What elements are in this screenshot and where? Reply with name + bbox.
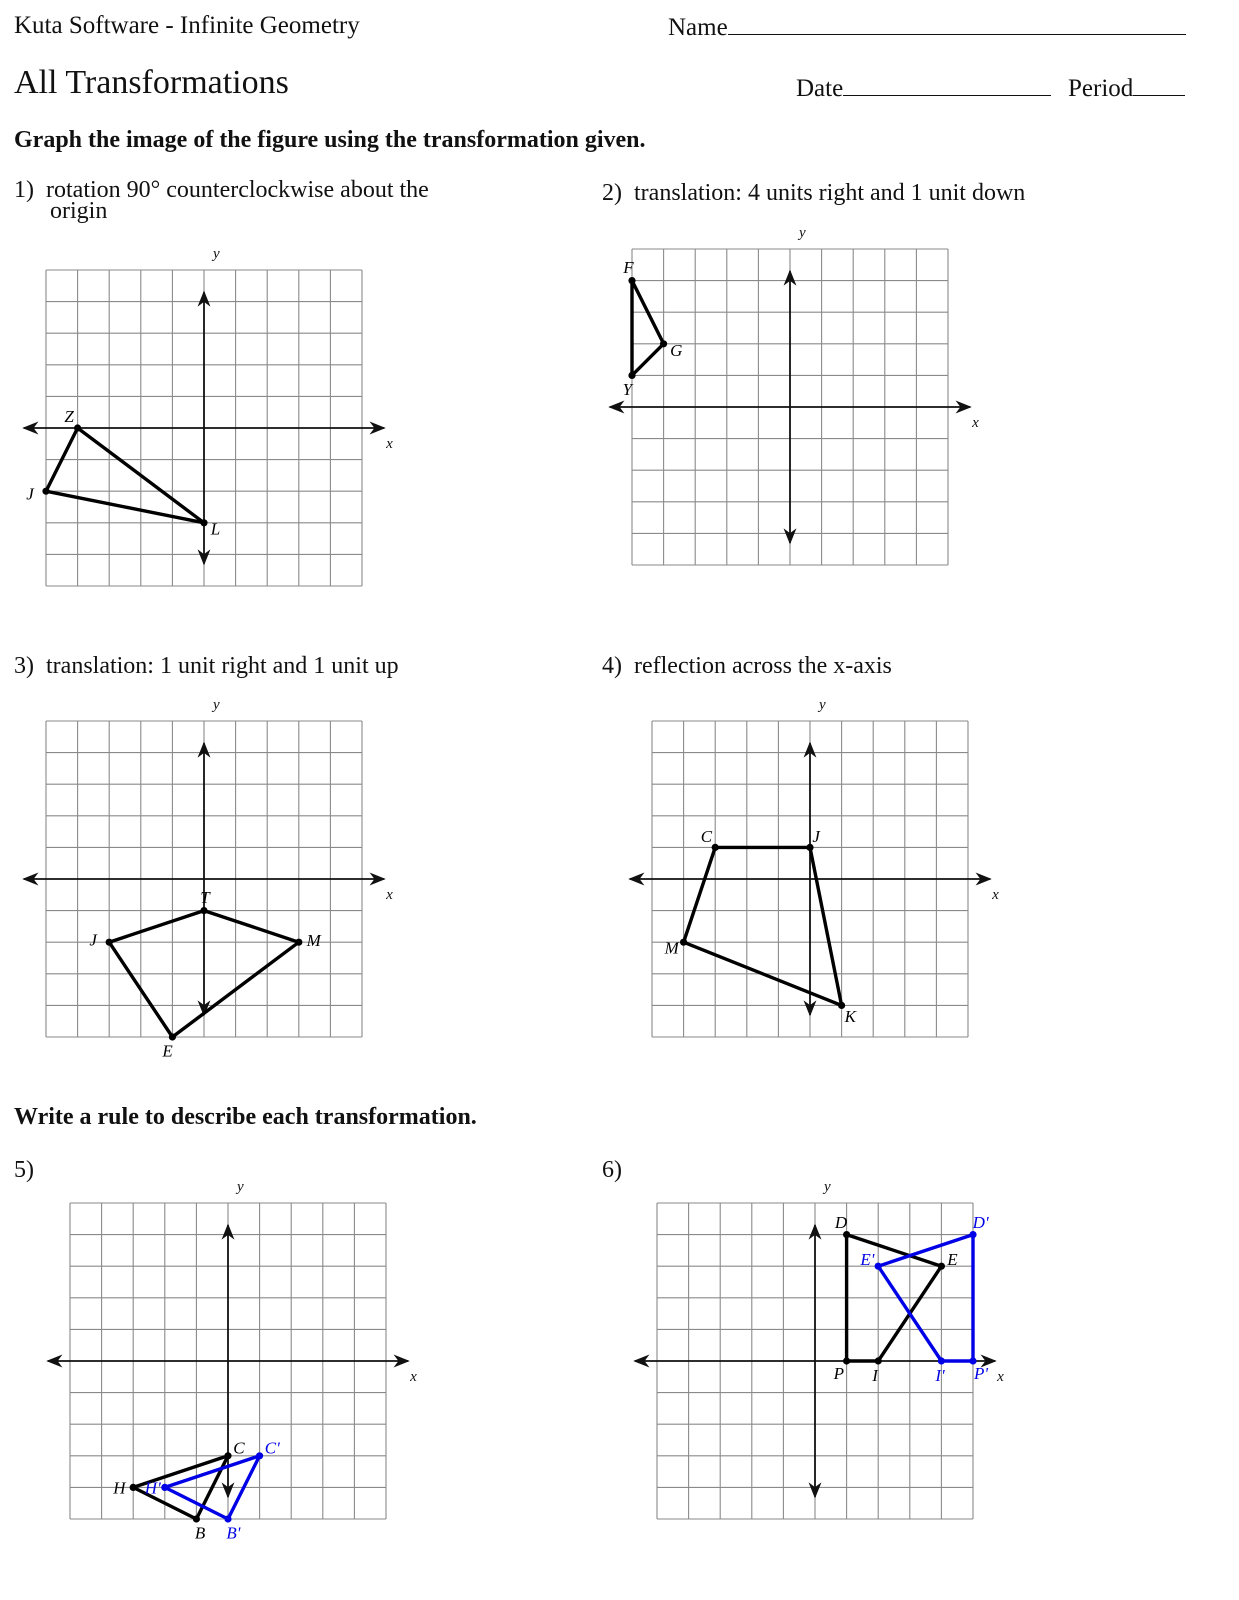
problem-2-graph[interactable] <box>572 189 1008 625</box>
vertex-point <box>628 277 635 284</box>
vertex-label: F <box>623 257 634 277</box>
vertex-point <box>200 519 207 526</box>
vertex-label: C <box>700 827 713 847</box>
problem-1-graph[interactable] <box>0 210 422 646</box>
vertex-point <box>295 939 302 946</box>
vertex-point <box>938 1263 945 1270</box>
problem-2-text: translation: 4 units right and 1 unit down <box>634 180 1026 206</box>
problem-4-graph[interactable] <box>592 661 1028 1097</box>
vertex-point <box>256 1452 263 1459</box>
vertex-point <box>106 939 113 946</box>
vertex-label: K <box>844 1007 856 1027</box>
vertex-point <box>628 372 635 379</box>
problem-5-graph[interactable] <box>10 1143 446 1579</box>
vertex-point <box>938 1357 945 1364</box>
problem-3-number: 3) <box>14 653 34 679</box>
name-field[interactable] <box>668 12 1186 42</box>
name-blank[interactable] <box>728 12 1186 35</box>
problem-4-text: reflection across the x-axis <box>634 653 892 679</box>
vertex-point <box>843 1357 850 1364</box>
date-blank[interactable] <box>843 73 1051 96</box>
vertex-point <box>42 488 49 495</box>
vertex-label: E' <box>860 1249 875 1269</box>
name-label: Name <box>668 14 728 41</box>
vertex-point <box>843 1231 850 1238</box>
vertex-point <box>875 1357 882 1364</box>
vertex-point <box>193 1515 200 1522</box>
vertex-label: B <box>194 1523 206 1543</box>
figure-original <box>622 258 682 399</box>
vertex-label: P <box>833 1364 845 1384</box>
vertex-label: J <box>89 930 97 950</box>
problem-3-graph[interactable] <box>0 661 422 1097</box>
vertex-label: J <box>812 827 820 847</box>
y-axis-label: y <box>819 696 826 713</box>
figure-outline <box>46 428 204 523</box>
vertex-label: E <box>947 1249 958 1269</box>
x-axis-label: x <box>992 887 999 903</box>
vertex-label: C' <box>264 1438 280 1458</box>
vertex-label: M <box>664 938 679 958</box>
vertex-label: Y <box>622 379 633 399</box>
vertex-point <box>161 1484 168 1491</box>
vertex-label: M <box>306 931 321 951</box>
figure-outline <box>632 281 664 376</box>
problem-4-number: 4) <box>602 653 622 679</box>
vertex-label: E <box>162 1041 173 1061</box>
vertex-label: D' <box>972 1212 989 1232</box>
vertex-point <box>224 1452 231 1459</box>
vertex-point <box>224 1515 231 1522</box>
problem-5-number: 5) <box>14 1157 34 1183</box>
problem-1-number: 1) <box>14 177 34 203</box>
graph-instruction: Graph the image of the figure using the transformation given. <box>14 127 646 153</box>
vertex-point <box>712 844 719 851</box>
date-label: Date <box>796 75 844 102</box>
figure-outline <box>684 847 842 1005</box>
problem-6-graph[interactable] <box>597 1143 1033 1579</box>
vertex-label: L <box>210 519 221 539</box>
y-axis-label: y <box>799 224 806 241</box>
vertex-point <box>875 1263 882 1270</box>
x-axis-label: x <box>972 415 979 431</box>
vertex-point <box>680 939 687 946</box>
vertex-label: C <box>233 1438 245 1458</box>
vertex-label: G <box>670 341 683 361</box>
figure-original <box>664 827 858 1026</box>
vertex-label: H' <box>144 1478 161 1498</box>
problem-6-number: 6) <box>602 1157 622 1183</box>
date-field[interactable] <box>796 73 1051 103</box>
y-axis-label: y <box>213 696 220 713</box>
problem-1-text: rotation 90° counterclockwise about the <box>46 177 429 203</box>
vertex-point <box>130 1484 137 1491</box>
y-axis-label: y <box>237 1178 244 1195</box>
x-axis-label: x <box>410 1369 417 1385</box>
rule-instruction: Write a rule to describe each transformation. <box>14 1104 477 1130</box>
vertex-label: J <box>26 484 34 504</box>
problem-3-text: translation: 1 unit right and 1 unit up <box>46 653 399 679</box>
worksheet-title: All Transformations <box>14 64 289 101</box>
x-axis-label: x <box>386 436 393 452</box>
x-axis-label: x <box>386 887 393 903</box>
period-blank[interactable] <box>1133 73 1185 96</box>
vertex-label: D <box>834 1212 848 1232</box>
period-label: Period <box>1068 75 1134 102</box>
software-title: Kuta Software - Infinite Geometry <box>14 12 360 39</box>
figure-original <box>112 1438 245 1542</box>
problem-1-text-cont: origin <box>50 198 108 224</box>
vertex-label: T <box>200 887 210 907</box>
period-field[interactable] <box>1068 73 1185 103</box>
vertex-label: P' <box>973 1364 988 1384</box>
vertex-point <box>74 424 81 431</box>
vertex-point <box>200 907 207 914</box>
problem-2-number: 2) <box>602 180 622 206</box>
vertex-point <box>969 1231 976 1238</box>
vertex-label: Z <box>64 406 74 426</box>
figure-original <box>26 407 220 538</box>
y-axis-label: y <box>824 1178 831 1195</box>
vertex-label: B' <box>226 1523 241 1543</box>
vertex-point <box>169 1033 176 1040</box>
vertex-label: I <box>872 1366 878 1385</box>
y-axis-label: y <box>213 245 220 262</box>
x-axis-label: x <box>997 1369 1004 1385</box>
vertex-label: I' <box>935 1366 945 1385</box>
vertex-point <box>660 340 667 347</box>
vertex-label: H <box>113 1478 126 1498</box>
